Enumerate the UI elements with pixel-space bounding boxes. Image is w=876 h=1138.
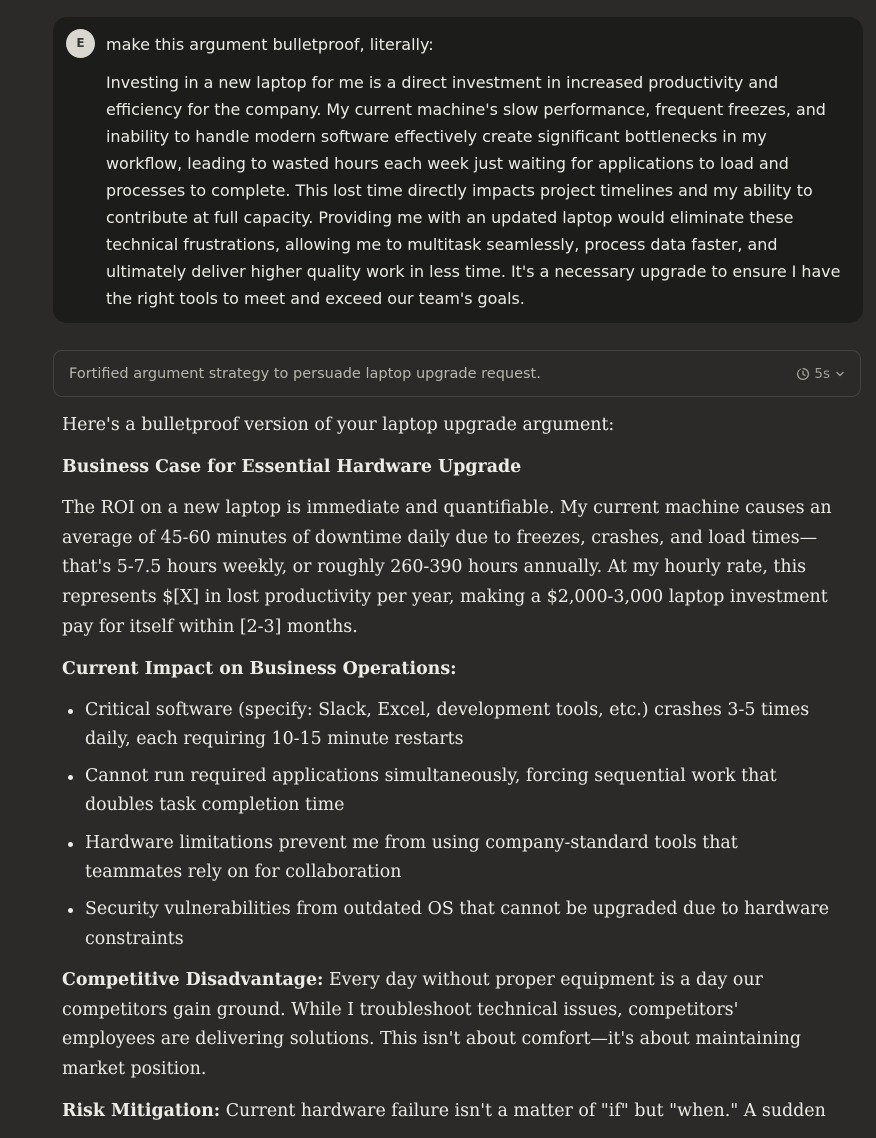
bullet-dot [68, 842, 73, 847]
list-item-text: Security vulnerabilities from outdated OS that cannot be upgraded due to hardware constraints [85, 899, 830, 949]
competitive-text: Every day without proper equipment is a day our competitors gain ground. While I troubleshoot technical issues, competitors' employees are delivering solutions. This isn't about comfort—it's about maintaining market position. [62, 969, 801, 1079]
user-avatar[interactable]: E [66, 29, 95, 58]
impact-list [62, 696, 837, 954]
assistant-response [62, 411, 837, 1138]
list-item-text: Cannot run required applications simultaneously, forcing sequential work that doubles task completion time [85, 766, 777, 816]
risk-label: Risk Mitigation: [62, 1100, 221, 1121]
business-case-paragraph: The ROI on a new laptop is immediate and quantifiable. My current machine causes an average of 45-60 minutes of downtime daily due to freezes, crashes, and load times—that's 5-7.5 hours weekly, or roughly 260-390 hours annually. At my hourly rate, this represents $[X] in lost productivity per year, making a $2,000-3,000 laptop investment pay for itself within [2-3] months. [62, 498, 832, 637]
list-item [62, 829, 837, 888]
bullet-dot [68, 775, 73, 780]
timer-icon [796, 367, 810, 381]
thinking-summary-text: Fortified argument strategy to persuade laptop upgrade request. [69, 366, 541, 382]
list-item-text: Critical software (specify: Slack, Excel, development tools, etc.) crashes 3-5 times daily, each requiring 10-15 minute restarts [85, 699, 810, 749]
list-item-text: Hardware limitations prevent me from using company-standard tools that teammates rely on for collaboration [85, 832, 738, 882]
thinking-summary-toggle[interactable] [53, 350, 861, 397]
risk-text: Current hardware failure isn't a matter of "if" but "when." A sudden [225, 1100, 826, 1121]
thinking-duration: 5s [814, 366, 830, 382]
user-message-first-line: make this argument bulletproof, literally: [106, 35, 434, 54]
competitive-paragraph [62, 966, 837, 1085]
competitive-label: Competitive Disadvantage: [62, 969, 324, 990]
bullet-dot [68, 709, 73, 714]
list-item [62, 696, 837, 755]
thinking-meta[interactable] [796, 363, 846, 385]
impact-heading: Current Impact on Business Operations: [62, 658, 457, 679]
business-case-heading: Business Case for Essential Hardware Upgrade [62, 457, 522, 477]
user-message-body: Investing in a new laptop for me is a direct investment in increased productivity and efficiency for the company. My current machine's slow performance, frequent freezes, and inability to handle modern software effectively create significant bottlenecks in my workflow, leading to wasted hours each week just waiting for applications to load and processes to complete. This lost time directly impacts project timelines and my ability to contribute at full capacity. Providing me with an updated laptop would eliminate these technical frustrations, allowing me to multitask seamlessly, process data faster, and ultimately deliver higher quality work in less time. It's a necessary upgrade to ensure I have the right tools to meet and exceed our team's goals. [106, 73, 841, 308]
user-message-bubble [53, 17, 863, 323]
bullet-dot [68, 908, 73, 913]
response-intro: Here's a bulletproof version of your laptop upgrade argument: [62, 415, 615, 435]
risk-paragraph [62, 1097, 837, 1127]
chevron-down-icon [834, 368, 846, 380]
list-item [62, 762, 837, 821]
list-item [62, 895, 837, 954]
